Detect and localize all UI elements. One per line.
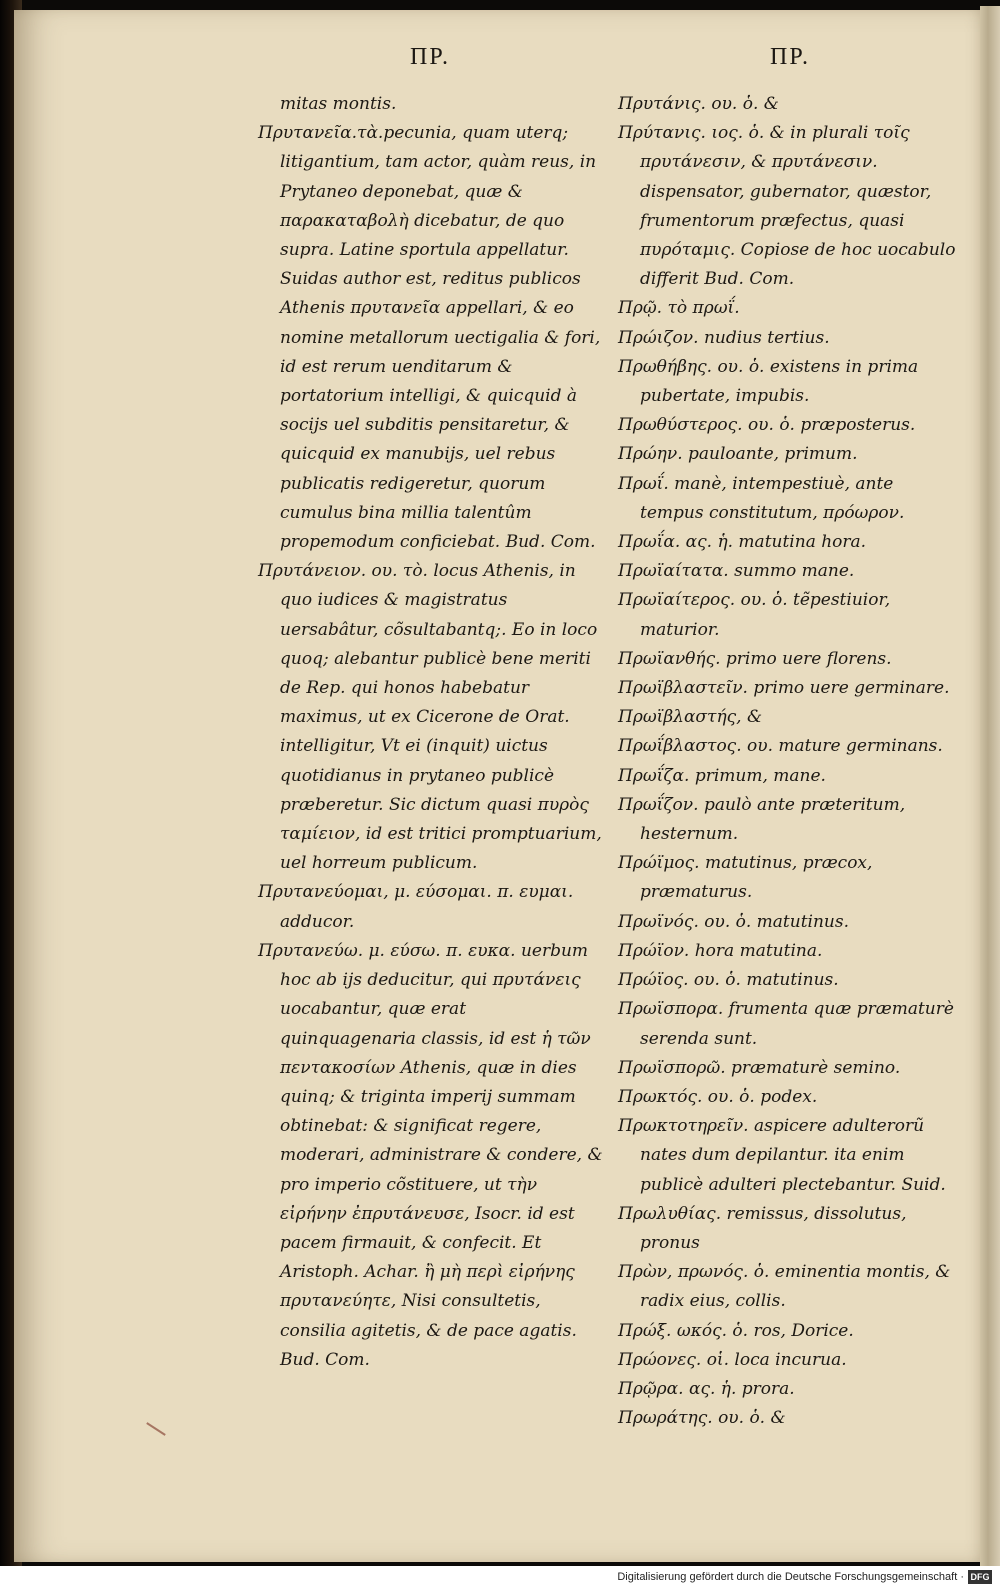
dictionary-entry: Πρωϊβλαστεῖν. primo uere germinare.	[618, 678, 950, 699]
dictionary-entry: Πρωϊβλαστής, &	[618, 707, 763, 728]
dictionary-entry: Πρωθήβης. ου. ὁ. existens in prima pubertate, impubis.	[618, 356, 919, 407]
dictionary-entry: Πρυτανεύομαι, μ. εύσομαι. π. ευμαι. adducor.	[258, 882, 574, 932]
dictionary-entry: Πρωϊαίτατα. summo mane.	[618, 561, 855, 582]
dictionary-entry: Πρωΐ. manè, intempestiuè, ante tempus constitutum, πρόωρον.	[618, 473, 905, 523]
running-head-left: ΠΡ.	[410, 44, 451, 70]
dictionary-entry: Πρυτανεύω. μ. εύσω. π. ευκα. uerbum hoc ab ijs deducitur, qui πρυτάνεις uocabantur, quæ erat quinquagenaria classis, id est ἡ τῶν πεντακοσίων Athenis, quæ in dies quinq; & triginta imperij summam obtinebat: & significat regere, moderari, administrare & condere, & pro imperio cõstituere, ut τὴν εἰρήνην ἐπρυτάνευσε, Isocr. id est pacem firmauit, & confecit. Et Aristoph. Achar. ἢ μὴ περὶ εἰρήνης πρυτανεύητε, Nisi consultetis, consilia agitetis, & de pace agatis. Bud. Com.	[258, 940, 603, 1370]
dictionary-entry: Πρύτανις. ιος. ὁ. & in plurali τοῖς πρυτάνεσιν, & πρυτάνεσιν. dispensator, gubernator, quæstor, frumentorum præfectus, quasi πυρόταμις. Copiose de hoc uocabulo differit Bud. Com.	[618, 123, 956, 290]
dictionary-entry: Πρώϊος. ου. ὁ. matutinus.	[618, 970, 839, 991]
dfg-logo: DFG	[968, 1570, 992, 1584]
dictionary-entry: Πρωλυθίας. remissus, dissolutus, pronus	[618, 1203, 907, 1253]
dictionary-entry: Πρωθύστερος. ου. ὁ. præposterus.	[618, 415, 916, 436]
dictionary-entry: Πρώϊμος. matutinus, præcox, præmaturus.	[618, 853, 873, 903]
dictionary-entry: Πρυτανεῖα.τὰ.pecunia, quam uterq; litigantium, tam actor, quàm reus, in Prytaneo deponebat, quæ & παρακαταβολὴ dicebatur, de quo supra. Latine sportula appellatur. Suidas author est, reditus publicos Athenis πρυτανεῖα appellari, & eo nomine metallorum uectigalia & fori, id est rerum uenditarum & portatorium intelligi, & quicquid à socijs uel subditis pensitaretur, & quicquid ex manubijs, uel rebus publicatis redigeretur, quorum cumulus bina millia talentûm propemodum conficiebat. Bud. Com.	[258, 123, 601, 553]
column-left	[258, 90, 603, 1375]
entry-continuation: mitas montis.	[280, 94, 397, 114]
column-right	[618, 90, 956, 1433]
dictionary-entry: Πρωράτης. ου. ὁ. &	[618, 1408, 786, 1429]
dictionary-entry: Πρωϊανθής. primo uere florens.	[618, 648, 892, 669]
dictionary-entry: Πρὼν, πρωνός. ὁ. eminentia montis, & radix eius, collis.	[618, 1262, 951, 1312]
running-head-right: ΠΡ.	[770, 44, 811, 70]
dictionary-entry: Πρωϊαίτερος. ου. ὁ. tẽpestiuior, maturior.	[618, 590, 891, 640]
dictionary-entry: Πρωΐζον. paulò ante præteritum, hesternum.	[618, 794, 906, 845]
dictionary-entry: Πρωΐβλαστος. ου. mature germinans.	[618, 736, 943, 757]
dictionary-entry: Πρωϊνός. ου. ὁ. matutinus.	[618, 911, 849, 932]
dictionary-entry: Πρυτάνις. ου. ὁ. &	[618, 94, 779, 114]
dictionary-entry: Πρωϊσπορα. frumenta quæ præmaturè serenda sunt.	[618, 999, 954, 1049]
dictionary-entry: Πρωκτός. ου. ὁ. podex.	[618, 1086, 818, 1107]
dictionary-entry: Πρωϊσπορῶ. præmaturè semino.	[618, 1057, 901, 1078]
dictionary-entry: Πρυτάνειον. ου. τὸ. locus Athenis, in quo iudices & magistratus uersabâtur, cõsultabantq;. Eo in loco quoq; alebantur publicè bene meriti de Rep. qui honos habebatur maximus, ut ex Cicerone de Orat. intelligitur, Vt ei (inquit) uictus quotidianus in prytaneo publicè præberetur. Sic dictum quasi πυρὸς ταμίειον, id est tritici promptuarium, uel horreum publicum.	[258, 561, 602, 874]
dictionary-entry: Πρῷρα. ας. ἡ. prora.	[618, 1378, 795, 1399]
dictionary-entry: Πρώιζον. nudius tertius.	[618, 327, 830, 348]
dictionary-entry: Πρώϊον. hora matutina.	[618, 940, 823, 961]
footer-credit: Digitalisierung gefördert durch die Deutsche Forschungsgemeinschaft ·	[617, 1571, 964, 1583]
dictionary-entry: Πρώην. pauloante, primum.	[618, 444, 858, 465]
dictionary-entry: Πρωΐα. ας. ἡ. matutina hora.	[618, 532, 867, 553]
dictionary-entry: Πρώξ. ωκός. ὁ. ros, Dorice.	[618, 1320, 854, 1341]
dictionary-entry: Πρώονες. οἱ. loca incurua.	[618, 1349, 847, 1370]
page-fore-edge	[980, 6, 1000, 1566]
dictionary-entry: Πρῷ. τὸ πρωΐ.	[618, 298, 740, 319]
dictionary-entry: Πρωΐζα. primum, mane.	[618, 765, 826, 786]
dictionary-entry: Πρωκτοτηρεῖν. aspicere adulterorũ nates dum depilantur. ita enim publicè adulteri plectebantur. Suid.	[618, 1116, 946, 1195]
